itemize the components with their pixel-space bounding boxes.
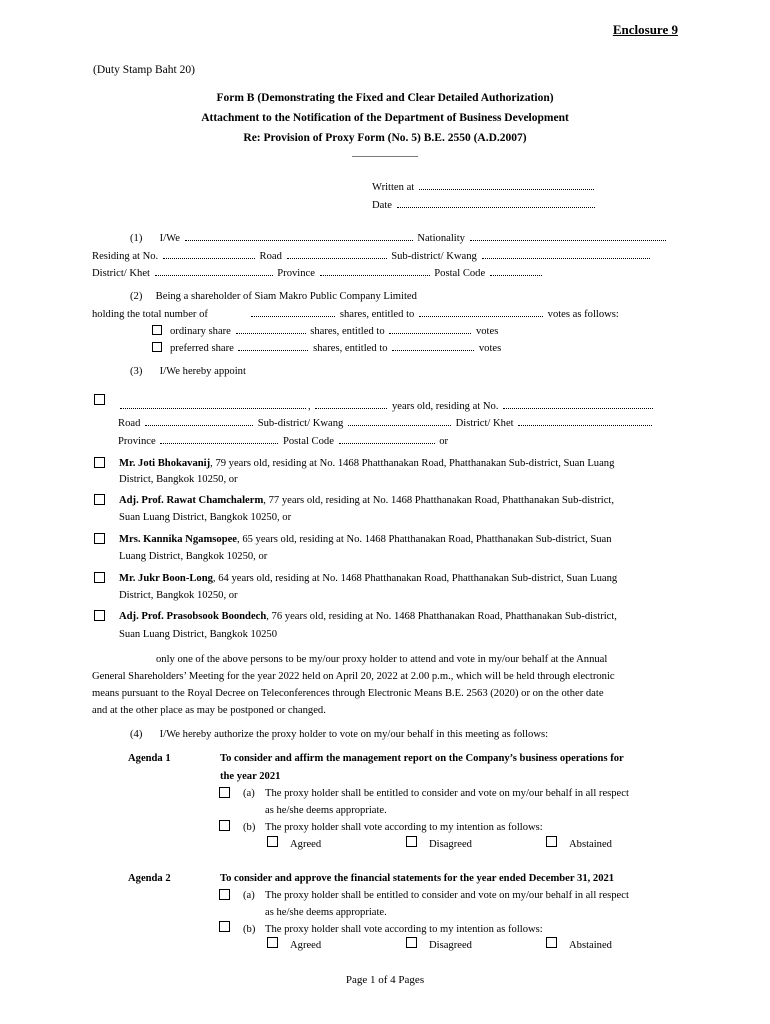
road-label: Road — [259, 251, 282, 262]
agenda-1-abstained-label: Abstained — [569, 839, 612, 850]
proxy-2-name: Adj. Prof. Rawat Chamchalerm — [119, 495, 264, 506]
votes-as-follows-label: votes as follows: — [547, 309, 619, 320]
only-one-line2: General Shareholders’ Meeting for the year 2022 held on April 20, 2022 at 2.00 p.m., which will be held through electronic — [92, 671, 615, 682]
section1-line1 — [130, 231, 668, 246]
agenda-1-agreed-label: Agreed — [290, 839, 322, 850]
section4-text: I/We hereby authorize the proxy holder to vote on my/our behalf in this meeting as follows: — [159, 729, 549, 740]
preferred-votes-field[interactable] — [392, 341, 474, 351]
agenda-2-agreed-checkbox[interactable] — [267, 937, 278, 948]
form-subtitle: Attachment to the Notification of the Department of Business Development — [201, 112, 569, 124]
custom-proxy-line2 — [118, 416, 654, 431]
agenda-2-disagreed-label: Disagreed — [429, 940, 472, 951]
ordinary-entitled-label: shares, entitled to — [310, 326, 385, 337]
proxy-4-checkbox[interactable] — [94, 572, 105, 583]
only-one-line1: only one of the above persons to be my/our proxy holder to attend and vote in my/our behalf at the Annual — [156, 654, 608, 665]
section4-number: (4) — [130, 729, 143, 740]
written-at-label: Written at — [372, 182, 415, 193]
nationality-field[interactable] — [470, 231, 666, 241]
agenda-2-abstained-checkbox[interactable] — [546, 937, 557, 948]
agenda-2-option-b-text: The proxy holder shall vote according to my intention as follows: — [265, 924, 543, 935]
proxy-5-details: , 76 years old, residing at No. 1468 Phatthanakan Road, Phatthanakan Sub-district, — [266, 611, 617, 622]
name-field[interactable] — [185, 231, 413, 241]
comma: , — [308, 401, 311, 412]
postal-code-field[interactable] — [490, 266, 542, 276]
agenda-1-option-b-label: (b) — [243, 822, 256, 833]
preferred-votes-label: votes — [478, 343, 502, 354]
agenda-1-title-line1: To consider and affirm the management report on the Company’s business operations for — [220, 753, 624, 764]
total-shares-field[interactable] — [251, 307, 335, 317]
nationality-label: Nationality — [417, 233, 465, 244]
title-rule: —————— — [352, 150, 418, 162]
agenda-1-abstained-checkbox[interactable] — [546, 836, 557, 847]
preferred-entitled-label: shares, entitled to — [313, 343, 388, 354]
agenda-1-title-line2: the year 2021 — [220, 771, 281, 782]
proxy-subdistrict-field[interactable] — [348, 416, 451, 426]
duty-stamp: (Duty Stamp Baht 20) — [93, 64, 195, 76]
date-field[interactable] — [397, 198, 595, 208]
proxy-4-line1 — [119, 572, 617, 586]
subdistrict-field[interactable] — [482, 249, 650, 259]
total-votes-field[interactable] — [419, 307, 543, 317]
agenda-1-disagreed-checkbox[interactable] — [406, 836, 417, 847]
proxy-district-field[interactable] — [518, 416, 652, 426]
proxy-1-line1 — [119, 457, 614, 471]
proxy-3-line1 — [119, 533, 612, 547]
agenda-2-option-a-line2: as he/she deems appropriate. — [265, 907, 387, 918]
preferred-share-checkbox[interactable] — [152, 342, 162, 352]
section1-number: (1) — [130, 233, 143, 244]
proxy-age-field[interactable] — [315, 399, 387, 409]
section4-line — [130, 728, 548, 742]
enclosure-label: Enclosure 9 — [612, 22, 678, 37]
custom-proxy-line3 — [118, 434, 448, 449]
agenda-1-option-b-text: The proxy holder shall vote according to my intention as follows: — [265, 822, 543, 833]
agenda-1-option-a-line2: as he/she deems appropriate. — [265, 805, 387, 816]
written-at-field[interactable] — [419, 180, 594, 190]
agenda-1-option-a-checkbox[interactable] — [219, 787, 230, 798]
agenda-1-agreed-checkbox[interactable] — [267, 836, 278, 847]
agenda-2-option-b-checkbox[interactable] — [219, 921, 230, 932]
proxy-2-details: , 77 years old, residing at No. 1468 Phatthanakan Road, Phatthanakan Sub-district, — [263, 495, 614, 506]
road-field[interactable] — [287, 249, 387, 259]
form-reference: Re: Provision of Proxy Form (No. 5) B.E. 2550 (A.D.2007) — [243, 132, 527, 144]
preferred-shares-field[interactable] — [238, 341, 308, 351]
agenda-1-label: Agenda 1 — [128, 753, 171, 764]
proxy-1-details: , 79 years old, residing at No. 1468 Phatthanakan Road, Phatthanakan Sub-district, Suan Luang — [210, 458, 615, 469]
section2-number: (2) — [130, 291, 143, 302]
proxy-2-line1 — [119, 494, 614, 508]
residing-label: Residing at No. — [92, 251, 159, 262]
agenda-2-abstained-label: Abstained — [569, 940, 612, 951]
section2-line1 — [130, 290, 417, 304]
proxy-subdistrict-label: Sub-district/ Kwang — [257, 418, 344, 429]
proxy-5-line2: Suan Luang District, Bangkok 10250 — [119, 629, 278, 640]
only-one-line4: and at the other place as may be postponed or changed. — [92, 705, 326, 716]
proxy-3-line2: Luang District, Bangkok 10250, or — [119, 551, 268, 562]
proxy-province-label: Province — [118, 436, 156, 447]
proxy-province-field[interactable] — [160, 434, 278, 444]
ordinary-votes-field[interactable] — [389, 324, 471, 334]
iwe-label: I/We — [159, 233, 180, 244]
proxy-1-checkbox[interactable] — [94, 457, 105, 468]
proxy-house-field[interactable] — [503, 399, 653, 409]
section3-line — [130, 365, 246, 379]
agenda-2-agreed-label: Agreed — [290, 940, 322, 951]
shares-entitled-label: shares, entitled to — [339, 309, 415, 320]
section1-line2 — [92, 249, 652, 264]
custom-proxy-checkbox[interactable] — [94, 394, 105, 405]
proxy-1-line2: District, Bangkok 10250, or — [119, 474, 238, 485]
agenda-1-disagreed-label: Disagreed — [429, 839, 472, 850]
section1-line3 — [92, 266, 544, 281]
custom-proxy-line1 — [118, 399, 655, 414]
ordinary-share-row — [170, 324, 498, 339]
agenda-2-disagreed-checkbox[interactable] — [406, 937, 417, 948]
district-field[interactable] — [155, 266, 273, 276]
proxy-road-field[interactable] — [145, 416, 253, 426]
ordinary-votes-label: votes — [475, 326, 499, 337]
section3-text: I/We hereby appoint — [159, 366, 246, 377]
section3-number: (3) — [130, 366, 143, 377]
subdistrict-label: Sub-district/ Kwang — [391, 251, 477, 262]
proxy-3-checkbox[interactable] — [94, 533, 105, 544]
ordinary-share-checkbox[interactable] — [152, 325, 162, 335]
agenda-2-option-a-checkbox[interactable] — [219, 889, 230, 900]
date-row — [372, 198, 597, 213]
proxy-5-line1 — [119, 610, 617, 624]
date-label: Date — [372, 200, 392, 211]
proxy-4-name: Mr. Jukr Boon-Long — [119, 573, 213, 584]
proxy-name-field[interactable] — [120, 399, 306, 409]
agenda-2-title-line1: To consider and approve the financial statements for the year ended December 31, 2021 — [220, 873, 615, 884]
written-at-row — [372, 180, 596, 195]
province-field[interactable] — [320, 266, 430, 276]
proxy-3-name: Mrs. Kannika Ngamsopee — [119, 534, 238, 545]
preferred-share-row — [170, 341, 501, 356]
ordinary-share-label: ordinary share — [170, 326, 231, 337]
proxy-years-label: years old, residing at No. — [391, 401, 499, 412]
holding-label: holding the total number of — [92, 309, 208, 320]
house-no-field[interactable] — [163, 249, 255, 259]
agenda-2-option-b-label: (b) — [243, 924, 256, 935]
section2-line2 — [92, 307, 619, 322]
proxy-road-label: Road — [118, 418, 141, 429]
form-title: Form B (Demonstrating the Fixed and Clear Detailed Authorization) — [216, 92, 554, 104]
proxy-2-checkbox[interactable] — [94, 494, 105, 505]
agenda-2-option-a-label: (a) — [243, 890, 255, 901]
proxy-2-line2: Suan Luang District, Bangkok 10250, or — [119, 512, 292, 523]
agenda-1-option-b-checkbox[interactable] — [219, 820, 230, 831]
agenda-2-option-a-line1: The proxy holder shall be entitled to consider and vote on my/our behalf in all respect — [265, 890, 629, 901]
agenda-1-option-a-line1: The proxy holder shall be entitled to consider and vote on my/our behalf in all respect — [265, 788, 629, 799]
proxy-or-label: or — [439, 436, 449, 447]
proxy-postal-label: Postal Code — [282, 436, 334, 447]
page-number: Page 1 of 4 Pages — [345, 974, 425, 986]
only-one-line3: means pursuant to the Royal Decree on Teleconferences through Electronic Means B.E. 2563 (2020) or on the other date — [92, 688, 604, 699]
proxy-4-line2: District, Bangkok 10250, or — [119, 590, 238, 601]
proxy-3-details: , 65 years old, residing at No. 1468 Phatthanakan Road, Phatthanakan Sub-district, Suan — [237, 534, 612, 545]
preferred-share-label: preferred share — [170, 343, 234, 354]
province-label: Province — [277, 268, 315, 279]
proxy-postal-field[interactable] — [339, 434, 435, 444]
postal-code-label: Postal Code — [434, 268, 486, 279]
agenda-1-option-a-label: (a) — [243, 788, 255, 799]
ordinary-shares-field[interactable] — [236, 324, 306, 334]
section2-text: Being a shareholder of Siam Makro Public Company Limited — [155, 291, 417, 302]
proxy-district-label: District/ Khet — [455, 418, 514, 429]
proxy-1-name: Mr. Joti Bhokavanij — [119, 458, 211, 469]
district-label: District/ Khet — [92, 268, 150, 279]
agenda-2-label: Agenda 2 — [128, 873, 171, 884]
proxy-4-details: , 64 years old, residing at No. 1468 Phatthanakan Road, Phatthanakan Sub-district, Suan Luang — [212, 573, 618, 584]
proxy-5-name: Adj. Prof. Prasobsook Boondech — [119, 611, 267, 622]
proxy-5-checkbox[interactable] — [94, 610, 105, 621]
